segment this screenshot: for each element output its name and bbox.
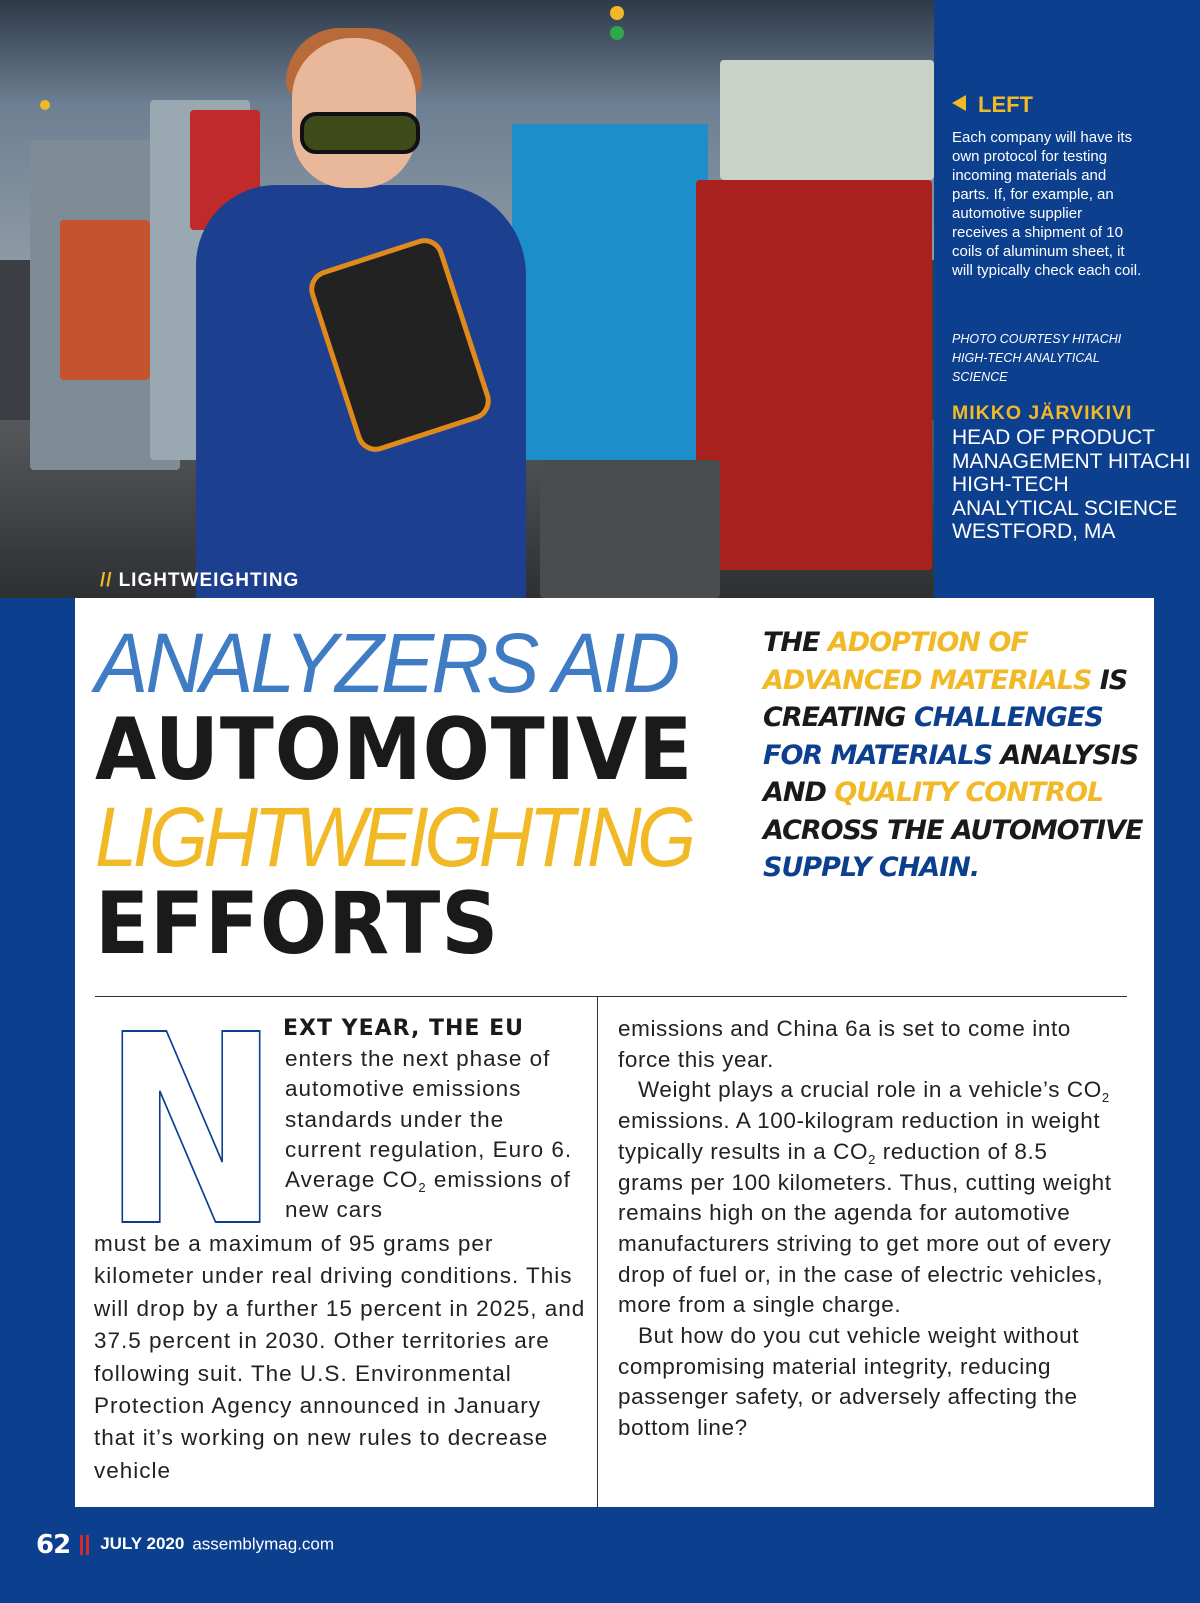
photo-sidebar — [934, 0, 1200, 598]
lead-in: EXT YEAR, THE EU — [283, 1016, 525, 1041]
body-text: enters the next phase of automotive emissions standards under the current regulation, Euro 6. Average CO — [285, 1046, 573, 1193]
paragraph — [618, 1075, 1118, 1321]
headline-rule — [95, 996, 1127, 997]
body-text: Weight plays a crucial role in a vehicle’s CO — [638, 1077, 1102, 1103]
headline-line-4: EFFORTS — [95, 874, 500, 974]
deck-part: ACROSS THE AUTOMOTIVE — [763, 814, 1143, 846]
section-tag — [100, 570, 299, 592]
headline-line-3: LIGHTWEIGHTING — [95, 790, 692, 884]
left-arrow-icon — [952, 95, 966, 111]
column-1-bottom: must be a maximum of 95 grams per kilometer under real driving conditions. This will drop by a further 15 percent in 2025, and 37.5 percent in 2030. Other territories are following suit. The U.S. Environmental Protection Agency announced in January that it’s working on new rules to decrease vehicle — [94, 1231, 586, 1483]
subscript: 2 — [418, 1180, 427, 1196]
drop-cap-letter: N — [103, 1018, 279, 1230]
section-slashes: // — [100, 570, 113, 591]
deck-part: THE — [763, 627, 828, 658]
body-text: emissions. A 100-kilogram reduction in weight typically results in a CO — [618, 1108, 1101, 1164]
headline-line-1: ANALYZERS AID — [95, 616, 678, 710]
deck-part: IS CREATING — [763, 664, 1128, 733]
column-divider — [597, 996, 598, 1507]
site-url: assemblymag.com — [192, 1534, 335, 1554]
page-number: 62 — [36, 1530, 71, 1560]
deck-part: SUPPLY CHAIN. — [763, 852, 980, 883]
article-panel — [75, 598, 1154, 1507]
headline-line-2: AUTOMOTIVE — [95, 700, 694, 800]
body-text: emissions of new cars — [285, 1167, 571, 1223]
column-2 — [618, 1014, 1118, 1444]
headline — [95, 616, 735, 974]
paragraph: emissions and China 6a is set to come into force this year. — [618, 1016, 1071, 1072]
paragraph: But how do you cut vehicle weight without compromising material integrity, reducing passenger safety, or adversely affecting the bottom line? — [618, 1323, 1080, 1441]
author-title: HEAD OF PRODUCT MANAGEMENT HITACHI HIGH-TECH ANALYTICAL SCIENCE WESTFORD, MA — [952, 426, 1191, 543]
deck-part: CHALLENGES FOR MATERIALS — [763, 702, 1103, 771]
page-footer — [36, 1530, 334, 1560]
deck — [763, 624, 1143, 887]
author-name: MIKKO JÄRVIKIVI — [952, 402, 1133, 424]
divider-bars-icon — [80, 1535, 90, 1555]
section-label: LIGHTWEIGHTING — [118, 570, 300, 591]
photo-credit: PHOTO COURTESY HITACHI HIGH-TECH ANALYTICAL SCIENCE — [952, 332, 1122, 384]
column-1-top — [285, 1044, 585, 1226]
caption-head — [952, 92, 1033, 118]
subscript: 2 — [868, 1151, 876, 1167]
body-text: reduction of 8.5 grams per 100 kilometers. Thus, cutting weight remains high on the agenda for automotive manufacturers striving to get more out of every drop of fuel or, in the case of electric vehicles, more from a single charge. — [618, 1138, 1112, 1318]
deck-part: QUALITY CONTROL — [834, 777, 1104, 808]
deck-part: ANALYSIS AND — [763, 739, 1139, 808]
hero-photo — [0, 0, 934, 598]
drop-cap — [103, 1018, 283, 1230]
photo-caption: Each company will have its own protocol for testing incoming materials and parts. If, for example, an automotive supplier receives a shipment of 10 coils of aluminum sheet, it will typically check each coil. — [952, 129, 1142, 279]
deck-part: ADOPTION OF ADVANCED MATERIALS — [763, 627, 1092, 696]
subscript: 2 — [1101, 1090, 1110, 1106]
caption-head-label: LEFT — [978, 92, 1033, 117]
issue-date: JULY 2020 — [100, 1534, 185, 1554]
